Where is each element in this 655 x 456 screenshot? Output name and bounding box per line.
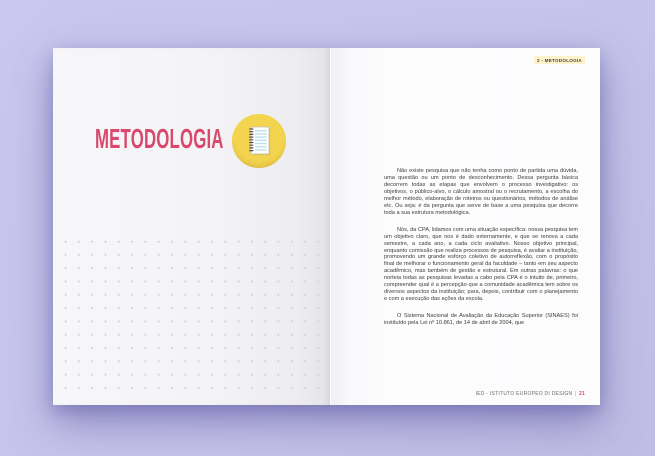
page-right bbox=[330, 48, 600, 405]
footer-separator: | bbox=[574, 391, 577, 397]
footer-imprint: IED - ISTITUTO EUROPEO DI DESIGN bbox=[475, 391, 573, 397]
chapter-tag: 2 - METODOLOGIA bbox=[534, 56, 585, 64]
book-spread bbox=[53, 48, 600, 405]
spiral-notebook-icon bbox=[246, 125, 273, 158]
dot-grid-pattern bbox=[58, 234, 330, 400]
chapter-title: METODOLOGIA bbox=[95, 123, 224, 154]
body-text-column bbox=[384, 168, 578, 327]
page-footer bbox=[476, 391, 585, 397]
page-left bbox=[53, 48, 330, 405]
paragraph-3: O Sistema Nacional de Avaliação da Educação Superior (SINAES) foi instituído pela Lei nº 10.861, de 14 de abril de 2004, que bbox=[384, 313, 578, 327]
paragraph-2: Nós, da CPA, lidamos com uma situação específica: nossa pesquisa tem um objetivo claro, que nos é dado externamente, e que se renova a cada semestre, a cada ano, a cada ciclo avaliativo. Nosso objetivo principal, enquanto comissão que realiza processos de pesquisa, é avaliar a instituição, promovendo um grande esforço coletivo de autorreflexão, com o propósito final de melhorar o funcionamento geral da faculdade – tanto em seu aspecto acadêmico, mas também de gestão e estrutural. Em outras palavras: o que norteia todas as pesquisas levadas a cabo pela CPA é o intuito de, primeiro, compreender qual é a percepção que a comunidade acadêmica tem sobre os diversos aspectos da instituição; para, depois, contribuir com o planejamento e com a execução das ações da escola. bbox=[384, 226, 578, 303]
paragraph-1: Não existe pesquisa que não tenha como ponto de partida uma dúvida, uma questão ou um ponto de desconhecimento. Dessa pergunta básica decorrem todas as etapas que envolvem o processo investigativo: os objetivos, o público-alvo, o cálculo amostral ou o recrutamento, a escolha do melhor método, elaboração de roteiros ou questionários, métodos de análise etc. Ou seja: é da pergunta que serve de base a uma pesquisa que decorre toda a sua estrutura metodológica. bbox=[384, 168, 578, 216]
page-number: 21 bbox=[578, 391, 585, 397]
chapter-icon-badge bbox=[232, 114, 286, 168]
